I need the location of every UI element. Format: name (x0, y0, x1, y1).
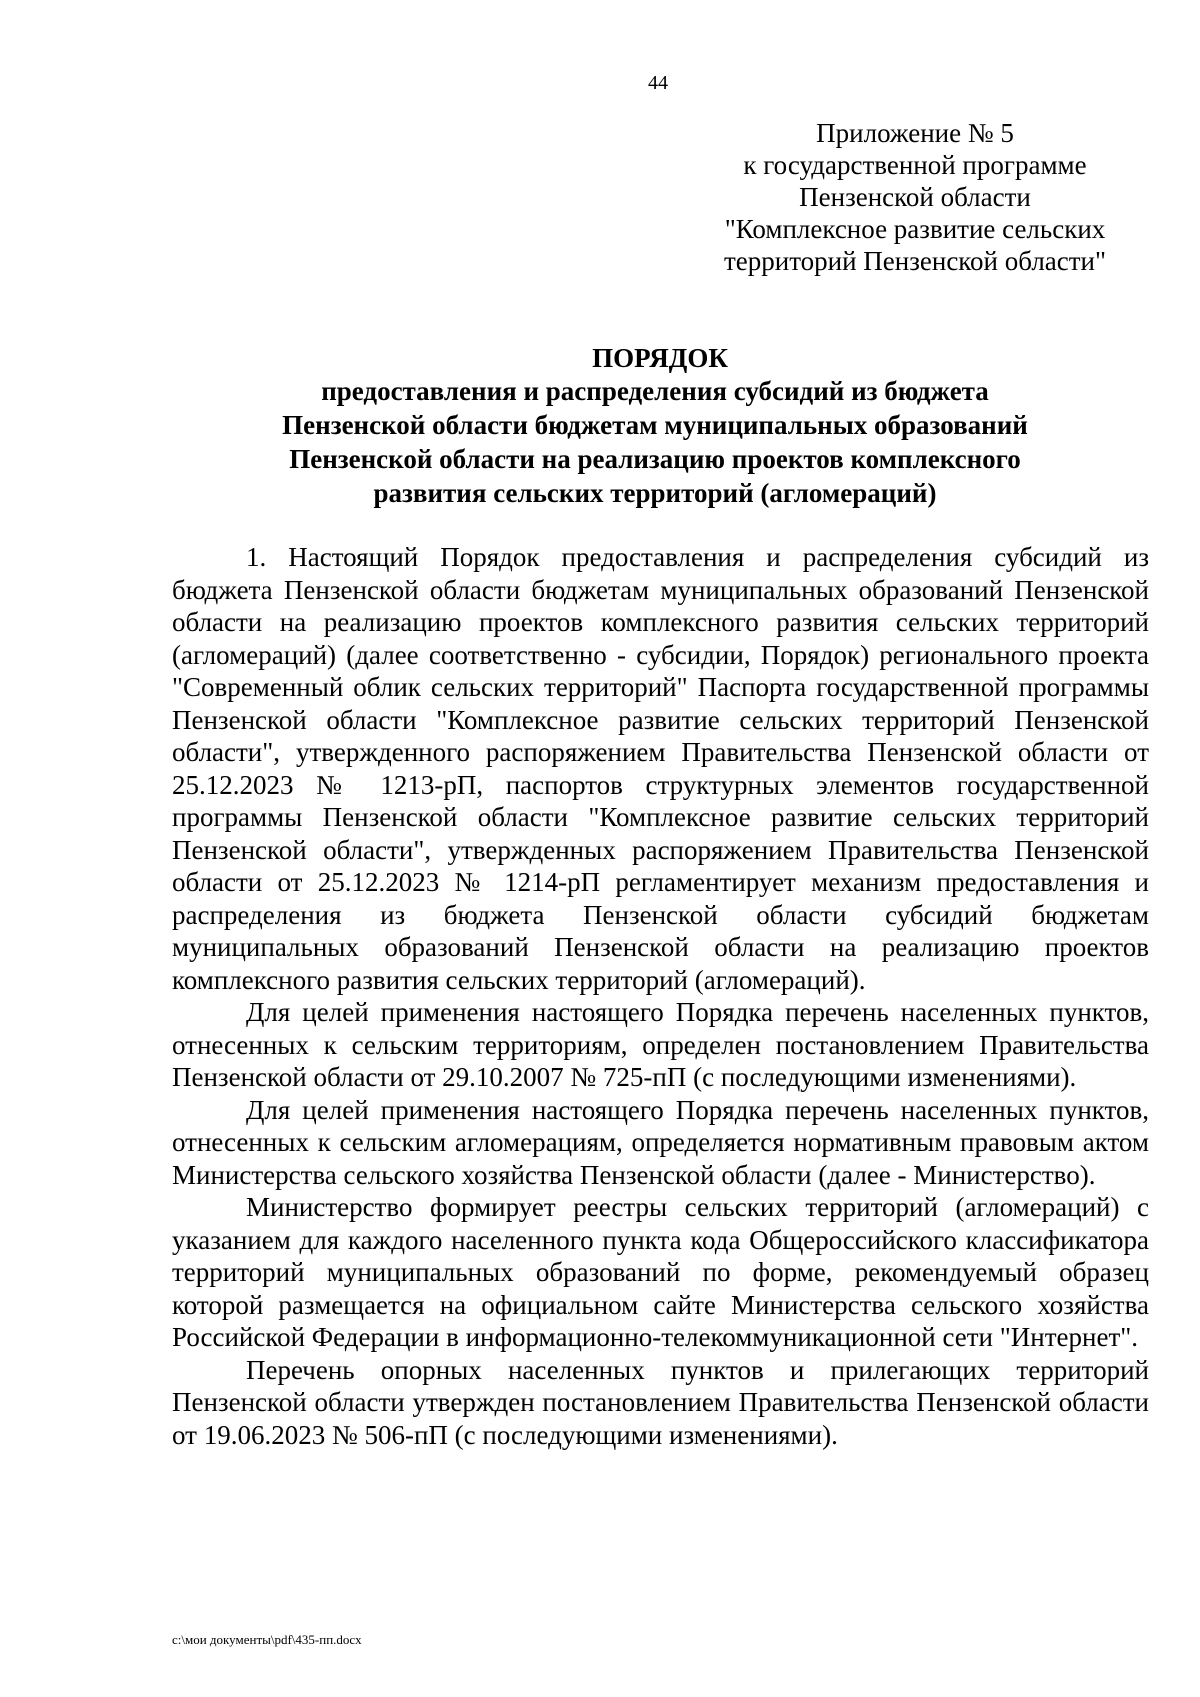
appendix-line: Пензенской области (799, 182, 1031, 212)
appendix-line: Приложение № 5 (816, 118, 1014, 148)
paragraph: Для целей применения настоящего Порядка перечень населенных пунктов, отнесенных к сельским территориям, определен постановлением Правительства Пензенской области от 29.10.2007 № 725-пП (с последующими изменениями). (172, 997, 1149, 1092)
subtitle-line: Пензенской области бюджетам муниципальных образований (282, 410, 1028, 440)
subtitle-line: развития сельских территорий (агломераций) (373, 478, 937, 508)
page-number: 44 (648, 72, 668, 94)
paragraph: 1. Настоящий Порядок предоставления и распределения субсидий из бюджета Пензенской области бюджетам муниципальных образований Пензенской области на реализацию проектов комплексного развития сельских территорий (агломераций) (далее соответственно - субсидии, Порядок) регионального проекта "Современный облик сельских территорий" Паспорта государственной программы Пензенской области "Комплексное развитие сельских территорий Пензенской области", утвержденного распоряжением Правительства Пензенской области от 25.12.2023 № 1213-рП, паспортов структурных элементов государственной программы Пензенской области "Комплексное развитие сельских территорий Пензенской области", утвержденных распоряжением Правительства Пензенской области от 25.12.2023 № 1214-рП регламентирует механизм предоставления и распределения из бюджета Пензенской области субсидий бюджетам муниципальных образований Пензенской области на реализацию проектов комплексного развития сельских территорий (агломераций). (172, 542, 1149, 995)
paragraph: Министерство формирует реестры сельских территорий (агломераций) с указанием для каждого населенного пункта кода Общероссийского классификатора территорий муниципальных образований по форме, рекомендуемый образец которой размещается на официальном сайте Министерства сельского хозяйства Российской Федерации в информационно-телекоммуникационной сети "Интернет". (172, 1192, 1149, 1352)
paragraph: Для целей применения настоящего Порядка перечень населенных пунктов, отнесенных к сельским агломерациям, определяется нормативным правовым актом Министерства сельского хозяйства Пензенской области (далее - Министерство). (172, 1094, 1149, 1190)
document-subtitle (240, 374, 1070, 510)
subtitle-line: Пензенской области на реализацию проектов комплексного (289, 444, 1021, 474)
appendix-line: "Комплексное развитие сельских (724, 214, 1106, 244)
appendix-line: территорий Пензенской области" (723, 246, 1107, 276)
subtitle-line: предоставления и распределения субсидий из бюджета (321, 376, 989, 406)
document-title: ПОРЯДОК (592, 343, 728, 373)
footer-file-path: c:\мои документы\pdf\435-пп.docx (172, 1632, 362, 1647)
document-body (172, 541, 1149, 1451)
appendix-line: к государственной программе (743, 150, 1087, 180)
appendix-heading (705, 117, 1125, 277)
paragraph: Перечень опорных населенных пунктов и прилегающих территорий Пензенской области утвержден постановлением Правительства Пензенской области от 19.06.2023 № 506-пП (с последующими изменениями). (172, 1354, 1149, 1450)
